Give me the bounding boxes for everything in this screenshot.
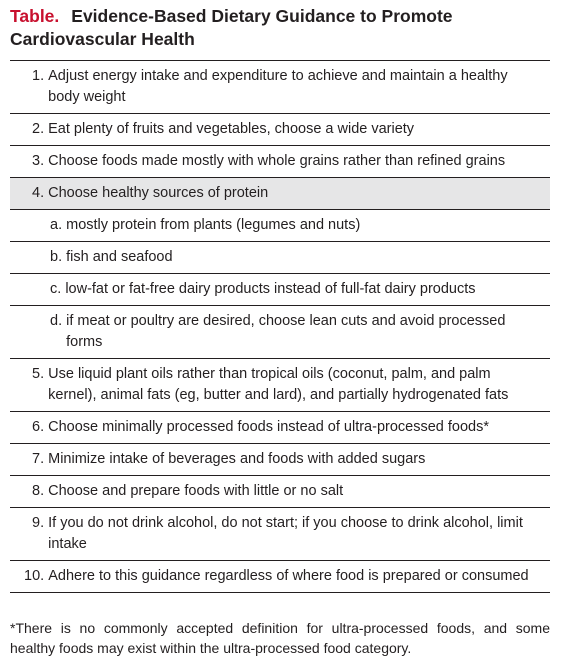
row-text: low-fat or fat-free dairy products instead of full-fat dairy products	[65, 281, 476, 297]
row-number: 3.	[32, 153, 45, 169]
table-row	[10, 412, 550, 444]
row-text: Adhere to this guidance regardless of where food is prepared or consumed	[48, 568, 529, 584]
row-number: 10.	[24, 568, 45, 584]
row-number: 1.	[32, 68, 45, 84]
table-subrow	[10, 274, 550, 306]
table-row	[10, 146, 550, 178]
table-caption: Evidence-Based Dietary Guidance to Promote Cardiovascular Health	[10, 6, 453, 49]
table-row	[10, 61, 550, 114]
row-text: Eat plenty of fruits and vegetables, choose a wide variety	[48, 121, 415, 137]
table-subrow	[10, 306, 550, 359]
row-number: 6.	[32, 419, 45, 435]
row-text: Use liquid plant oils rather than tropical oils (coconut, palm, and palm kernel), animal fats (eg, butter and lard), and partially hydrogenated fats	[48, 366, 509, 403]
row-number: 7.	[32, 451, 45, 467]
row-number: 5.	[32, 366, 45, 382]
table-row	[10, 178, 550, 210]
row-text: Choose minimally processed foods instead of ultra-processed foods*	[48, 419, 489, 435]
table-row	[10, 476, 550, 508]
table-row	[10, 114, 550, 146]
table-subrow	[10, 242, 550, 274]
row-number: 4.	[32, 185, 45, 201]
table-row	[10, 359, 550, 412]
row-text: if meat or poultry are desired, choose lean cuts and avoid processed forms	[66, 313, 506, 350]
row-number: 9.	[32, 515, 45, 531]
row-text: Choose and prepare foods with little or no salt	[48, 483, 344, 499]
table-subrow	[10, 210, 550, 242]
table-label: Table.	[10, 6, 60, 26]
row-letter: c.	[50, 281, 62, 297]
row-letter: d.	[50, 313, 63, 329]
row-text: mostly protein from plants (legumes and nuts)	[66, 217, 361, 233]
row-number: 2.	[32, 121, 45, 137]
row-number: 8.	[32, 483, 45, 499]
table-row	[10, 561, 550, 593]
row-text: Minimize intake of beverages and foods with added sugars	[48, 451, 426, 467]
row-text: Choose foods made mostly with whole grains rather than refined grains	[48, 153, 506, 169]
table-title	[10, 5, 550, 51]
table-footnote: *There is no commonly accepted definition for ultra-processed foods, and some healthy foods may exist within the ultra-processed food category.	[10, 620, 550, 656]
row-letter: a.	[50, 217, 63, 233]
table-row	[10, 508, 550, 561]
row-letter: b.	[50, 249, 63, 265]
guidance-table	[10, 60, 550, 593]
row-text: fish and seafood	[66, 249, 173, 265]
row-text: If you do not drink alcohol, do not start; if you choose to drink alcohol, limit intake	[48, 515, 523, 552]
table-row	[10, 444, 550, 476]
row-text: Adjust energy intake and expenditure to achieve and maintain a healthy body weight	[48, 68, 508, 105]
row-text: Choose healthy sources of protein	[48, 185, 269, 201]
